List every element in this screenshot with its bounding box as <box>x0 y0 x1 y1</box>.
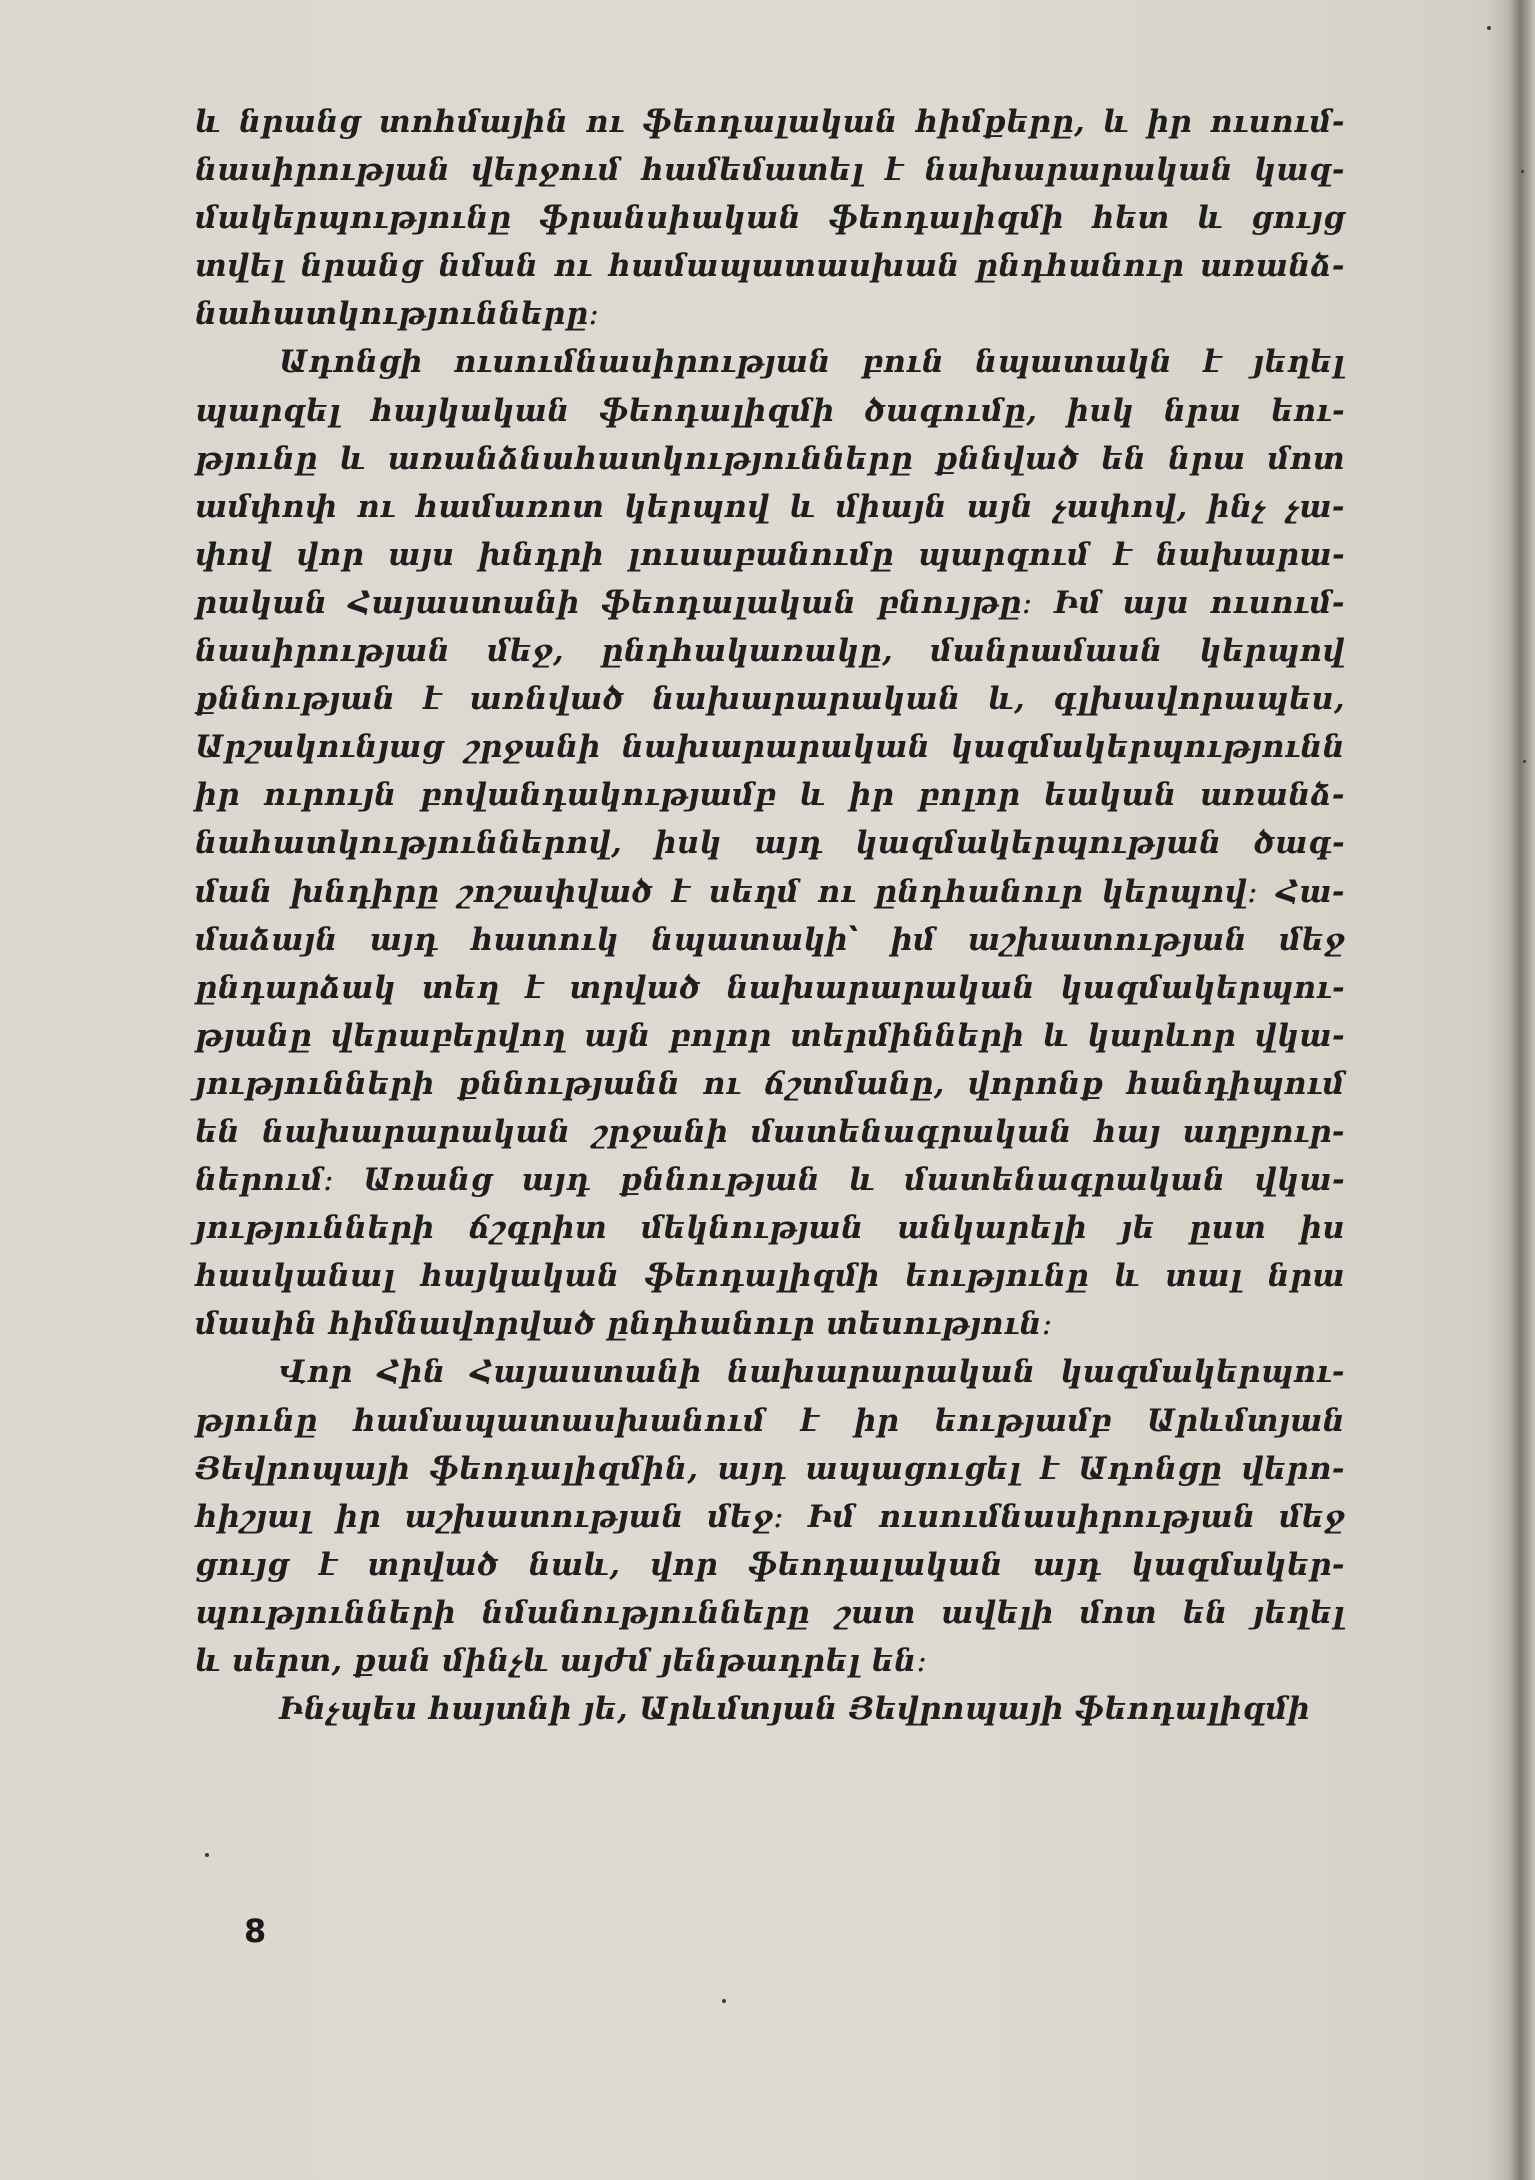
text-line: իր ուրույն բովանդակությամբ և իր բոլոր եական առանձ- <box>195 777 1345 814</box>
text-line: Արշակունյաց շրջանի նախարարական կազմակերպությունն <box>195 729 1345 766</box>
text-line: ցույց է տրված նաև, վոր ֆեոդալական այդ կազմակեր- <box>195 1546 1345 1583</box>
text-line: մակերպությունը ֆրանսիական ֆեոդալիզմի հետ և ցույց <box>195 200 1345 237</box>
text-line: ներում։ Առանց այդ քննության և մատենագրական վկա- <box>195 1162 1345 1199</box>
text-line: նասիրության վերջում համեմատել է նախարարական կազ- <box>195 152 1345 189</box>
text-line: թյանը վերաբերվող այն բոլոր տերմինների և կարևոր վկա- <box>195 1017 1345 1054</box>
text-line: ման խնդիրը շոշափված է սեղմ ու ընդհանուր կերպով։ Հա- <box>195 873 1345 910</box>
paragraph-1 <box>195 98 1345 338</box>
text-line: Յեվրոպայի ֆեոդալիզմին, այդ ապացուցել է Ադոնցը վերո- <box>195 1450 1345 1487</box>
text-line: Ինչպես հայտնի յե, Արևմտյան Յեվրոպայի ֆեոդալիզմի <box>279 1691 1311 1728</box>
page-number: 8 <box>244 1912 267 1950</box>
text-line: քննության է առնված նախարարական և, գլխավորապես, <box>195 681 1345 718</box>
paragraph-3 <box>195 1348 1345 1685</box>
text-line: յությունների ճշգրիտ մեկնության անկարելի յե ըստ իս <box>195 1210 1345 1247</box>
body-text <box>195 98 1345 1733</box>
text-line: և նրանց տոհմային ու ֆեոդալական հիմքերը, և իր ուսում- <box>195 104 1345 140</box>
text-line: հասկանալ հայկական ֆեոդալիզմի եությունը և տալ նրա <box>195 1258 1345 1295</box>
paper-speck <box>1487 26 1491 30</box>
paragraph-4 <box>195 1685 1345 1733</box>
text-line: թյունը և առանձնահատկությունները քննված են նրա մոտ <box>195 440 1345 477</box>
text-line: պությունների նմանությունները շատ ավելի մոտ են յեղել <box>195 1594 1345 1631</box>
text-line: հիշյալ իր աշխատության մեջ։ Իմ ուսումնասիրության մեջ <box>195 1498 1345 1535</box>
page-binding-shadow <box>1487 0 1535 2180</box>
paper-speck <box>722 1999 726 2003</box>
text-line: նասիրության մեջ, ընդհակառակը, մանրամասն կերպով <box>195 633 1345 670</box>
text-line: ամփոփ ու համառոտ կերպով և միայն այն չափով, ինչ չա- <box>195 488 1345 525</box>
text-line: րական Հայաստանի ֆեոդալական բնույթը։ Իմ այս ուսում- <box>195 584 1345 621</box>
paper-speck <box>1521 170 1524 173</box>
text-line: յությունների քննությանն ու ճշտմանը, վորոնք հանդիպում <box>195 1065 1345 1102</box>
paragraph-2 <box>195 338 1345 1348</box>
text-line: ընդարձակ տեղ է տրված նախարարական կազմակերպու- <box>195 969 1345 1006</box>
text-line: տվել նրանց նման ու համապատասխան ընդհանուր առանձ- <box>195 248 1345 285</box>
text-line: նահատկություններով, իսկ այդ կազմակերպության ծագ- <box>195 825 1345 862</box>
paper-speck <box>205 1853 209 1857</box>
paper-speck <box>1523 760 1526 763</box>
text-line: փով վոր այս խնդրի լուսաբանումը պարզում է նախարա- <box>195 536 1345 573</box>
text-line: Ադոնցի ուսումնասիրության բուն նպատակն է յեղել <box>279 344 1345 381</box>
text-line: և սերտ, քան մինչև այժմ յենթադրել են։ <box>195 1643 928 1679</box>
text-line: թյունը համապատասխանում է իր եությամբ Արևմտյան <box>195 1402 1345 1439</box>
text-line: պարզել հայկական ֆեոդալիզմի ծագումը, իսկ նրա եու- <box>195 392 1345 429</box>
text-line: մաձայն այդ հատուկ նպատակի՝ իմ աշխատության մեջ <box>195 921 1345 958</box>
text-line: մասին հիմնավորված ընդհանուր տեսություն։ <box>195 1306 1053 1343</box>
text-line: են նախարարական շրջանի մատենագրական հայ աղբյուր- <box>195 1113 1345 1150</box>
text-line: Վոր Հին Հայաստանի նախարարական կազմակերպու- <box>279 1354 1345 1391</box>
text-line: նահատկությունները։ <box>195 296 600 333</box>
